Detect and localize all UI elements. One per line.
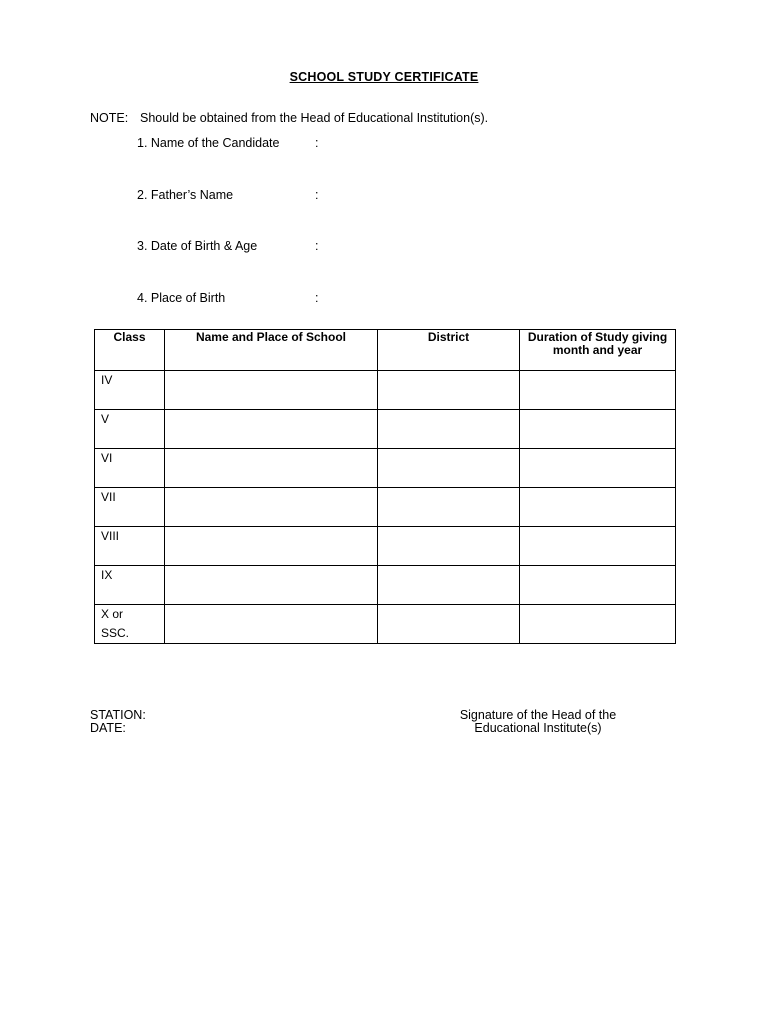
signature-line2: Educational Institute(s) (474, 721, 602, 735)
station-date-block (90, 709, 146, 735)
district-cell[interactable] (378, 449, 520, 488)
district-cell[interactable] (378, 605, 520, 644)
field-fathers-name (137, 188, 318, 202)
duration-cell[interactable] (520, 410, 676, 449)
note-label: NOTE: (90, 111, 129, 125)
column-header-school: Name and Place of School (165, 330, 378, 371)
class-label: V (101, 412, 110, 426)
page-title: SCHOOL STUDY CERTIFICATE (289, 70, 479, 84)
note-text: Should be obtained from the Head of Educational Institution(s). (140, 111, 489, 125)
field-label: 2. Father’s Name (137, 188, 234, 202)
column-header-duration: Duration of Study giving month and year (520, 330, 676, 371)
table-row (95, 449, 676, 488)
table-row (95, 488, 676, 527)
class-label: IV (101, 373, 113, 387)
class-cell (95, 488, 165, 527)
field-candidate-name (137, 136, 318, 150)
school-cell[interactable] (165, 605, 378, 644)
station-label: STATION: (90, 708, 146, 722)
school-cell[interactable] (165, 566, 378, 605)
table-row (95, 371, 676, 410)
table-row (95, 527, 676, 566)
table-header-row (95, 330, 676, 371)
school-cell[interactable] (165, 410, 378, 449)
duration-cell[interactable] (520, 605, 676, 644)
duration-cell[interactable] (520, 449, 676, 488)
class-label: X or (101, 607, 124, 621)
class-label: VI (101, 451, 113, 465)
duration-cell[interactable] (520, 488, 676, 527)
class-label: VII (101, 490, 116, 504)
class-cell (95, 410, 165, 449)
class-label: VIII (101, 529, 120, 543)
table-row (95, 566, 676, 605)
field-label: 3. Date of Birth & Age (137, 239, 258, 253)
school-cell[interactable] (165, 449, 378, 488)
duration-cell[interactable] (520, 566, 676, 605)
signature-line1: Signature of the Head of the (459, 708, 617, 722)
class-cell (95, 527, 165, 566)
study-table (94, 329, 676, 644)
duration-cell[interactable] (520, 371, 676, 410)
field-colon: : (315, 291, 319, 305)
field-colon: : (315, 188, 319, 202)
table-row (95, 410, 676, 449)
field-label: 1. Name of the Candidate (137, 136, 280, 150)
column-header-district: District (378, 330, 520, 371)
field-colon: : (315, 136, 319, 150)
school-cell[interactable] (165, 527, 378, 566)
table-row (95, 605, 676, 644)
class-cell (95, 566, 165, 605)
school-cell[interactable] (165, 488, 378, 527)
field-place-of-birth (137, 291, 318, 305)
class-label-line2: SSC. (101, 626, 130, 640)
class-cell (95, 605, 165, 644)
column-header-class: Class (95, 330, 165, 371)
class-cell (95, 449, 165, 488)
duration-cell[interactable] (520, 527, 676, 566)
field-label: 4. Place of Birth (137, 291, 226, 305)
note-line (90, 111, 488, 125)
district-cell[interactable] (378, 410, 520, 449)
district-cell[interactable] (378, 488, 520, 527)
class-label: IX (101, 568, 113, 582)
district-cell[interactable] (378, 371, 520, 410)
class-cell (95, 371, 165, 410)
signature-block (430, 709, 646, 735)
date-label: DATE: (90, 721, 126, 735)
district-cell[interactable] (378, 527, 520, 566)
district-cell[interactable] (378, 566, 520, 605)
field-date-of-birth-age (137, 239, 318, 253)
field-colon: : (315, 239, 319, 253)
school-cell[interactable] (165, 371, 378, 410)
